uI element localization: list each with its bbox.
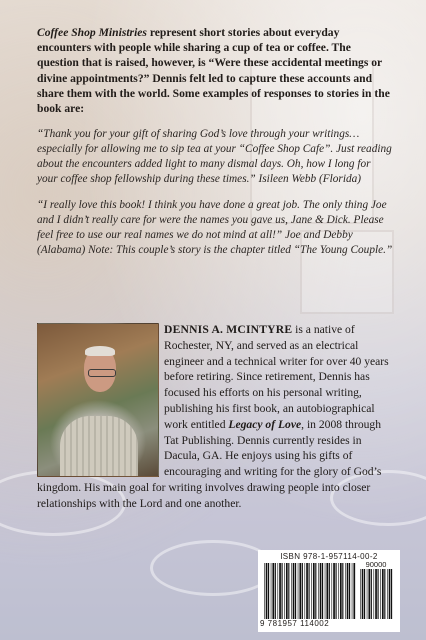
previous-book-title: Legacy of Love (228, 417, 302, 431)
author-name: DENNIS A. MCINTYRE (164, 323, 293, 336)
isbn-barcode (258, 550, 400, 632)
intro-paragraph (37, 25, 393, 116)
barcode-digits: 9 781957 114002 (260, 619, 330, 628)
bio-text-1: is a native of Rochester, NY, and served as an electrical engineer and a technical writer for over 40 years before retiring. Since retirement, Dennis has focused his efforts on his personal writing, publishing his first book, an autobiographical work entitled (164, 323, 389, 431)
bio-text-2: , in 2008 through Tat Publishing. Dennis currently resides in Dacula, GA. He enjoys using his gifts of encouraging and writing for the glory of God’s kingdom. His main goal for writing involves drawing people into closer relationships with the Lord and one another. (37, 417, 382, 510)
isbn-number: ISBN 978-1-957114-00-2 (280, 552, 378, 561)
author-bio (37, 322, 393, 512)
barcode-bars (264, 563, 356, 619)
book-title: Coffee Shop Ministries (37, 26, 147, 39)
price-barcode-bars (360, 569, 393, 619)
testimonial-quote-1: “Thank you for your gift of sharing God’s love through your writings… especially for allowing me to sip tea at your “Coffee Shop Cafe”. Just reading about the encounters added light to many dismal days. Oh, how I long for your coffee shop fellowship during these times.” Isileen Webb (Florida) (37, 128, 392, 185)
price-code: 90000 (365, 560, 387, 569)
back-cover-blurb (37, 25, 393, 268)
intro-text: represent short stories about everyday encounters with people while sharing a cup of tea or coffee. The question that is raised, however, is “Were these accidental meetings or divine appointments?” Dennis felt led to capture these accounts and share them with the world. Some examples of responses to stories in the book are: (37, 26, 390, 116)
testimonial-quote-2: “I really love this book! I think you have done a great job. The only thing Joe and I didn’t really care for were the names you gave us, Jane & Dick. Please feel free to use our real names we do not mind at all!” Joe and Debby (Alabama) Note: This couple’s story is the chapter titled “The Young Couple.” (37, 198, 393, 256)
